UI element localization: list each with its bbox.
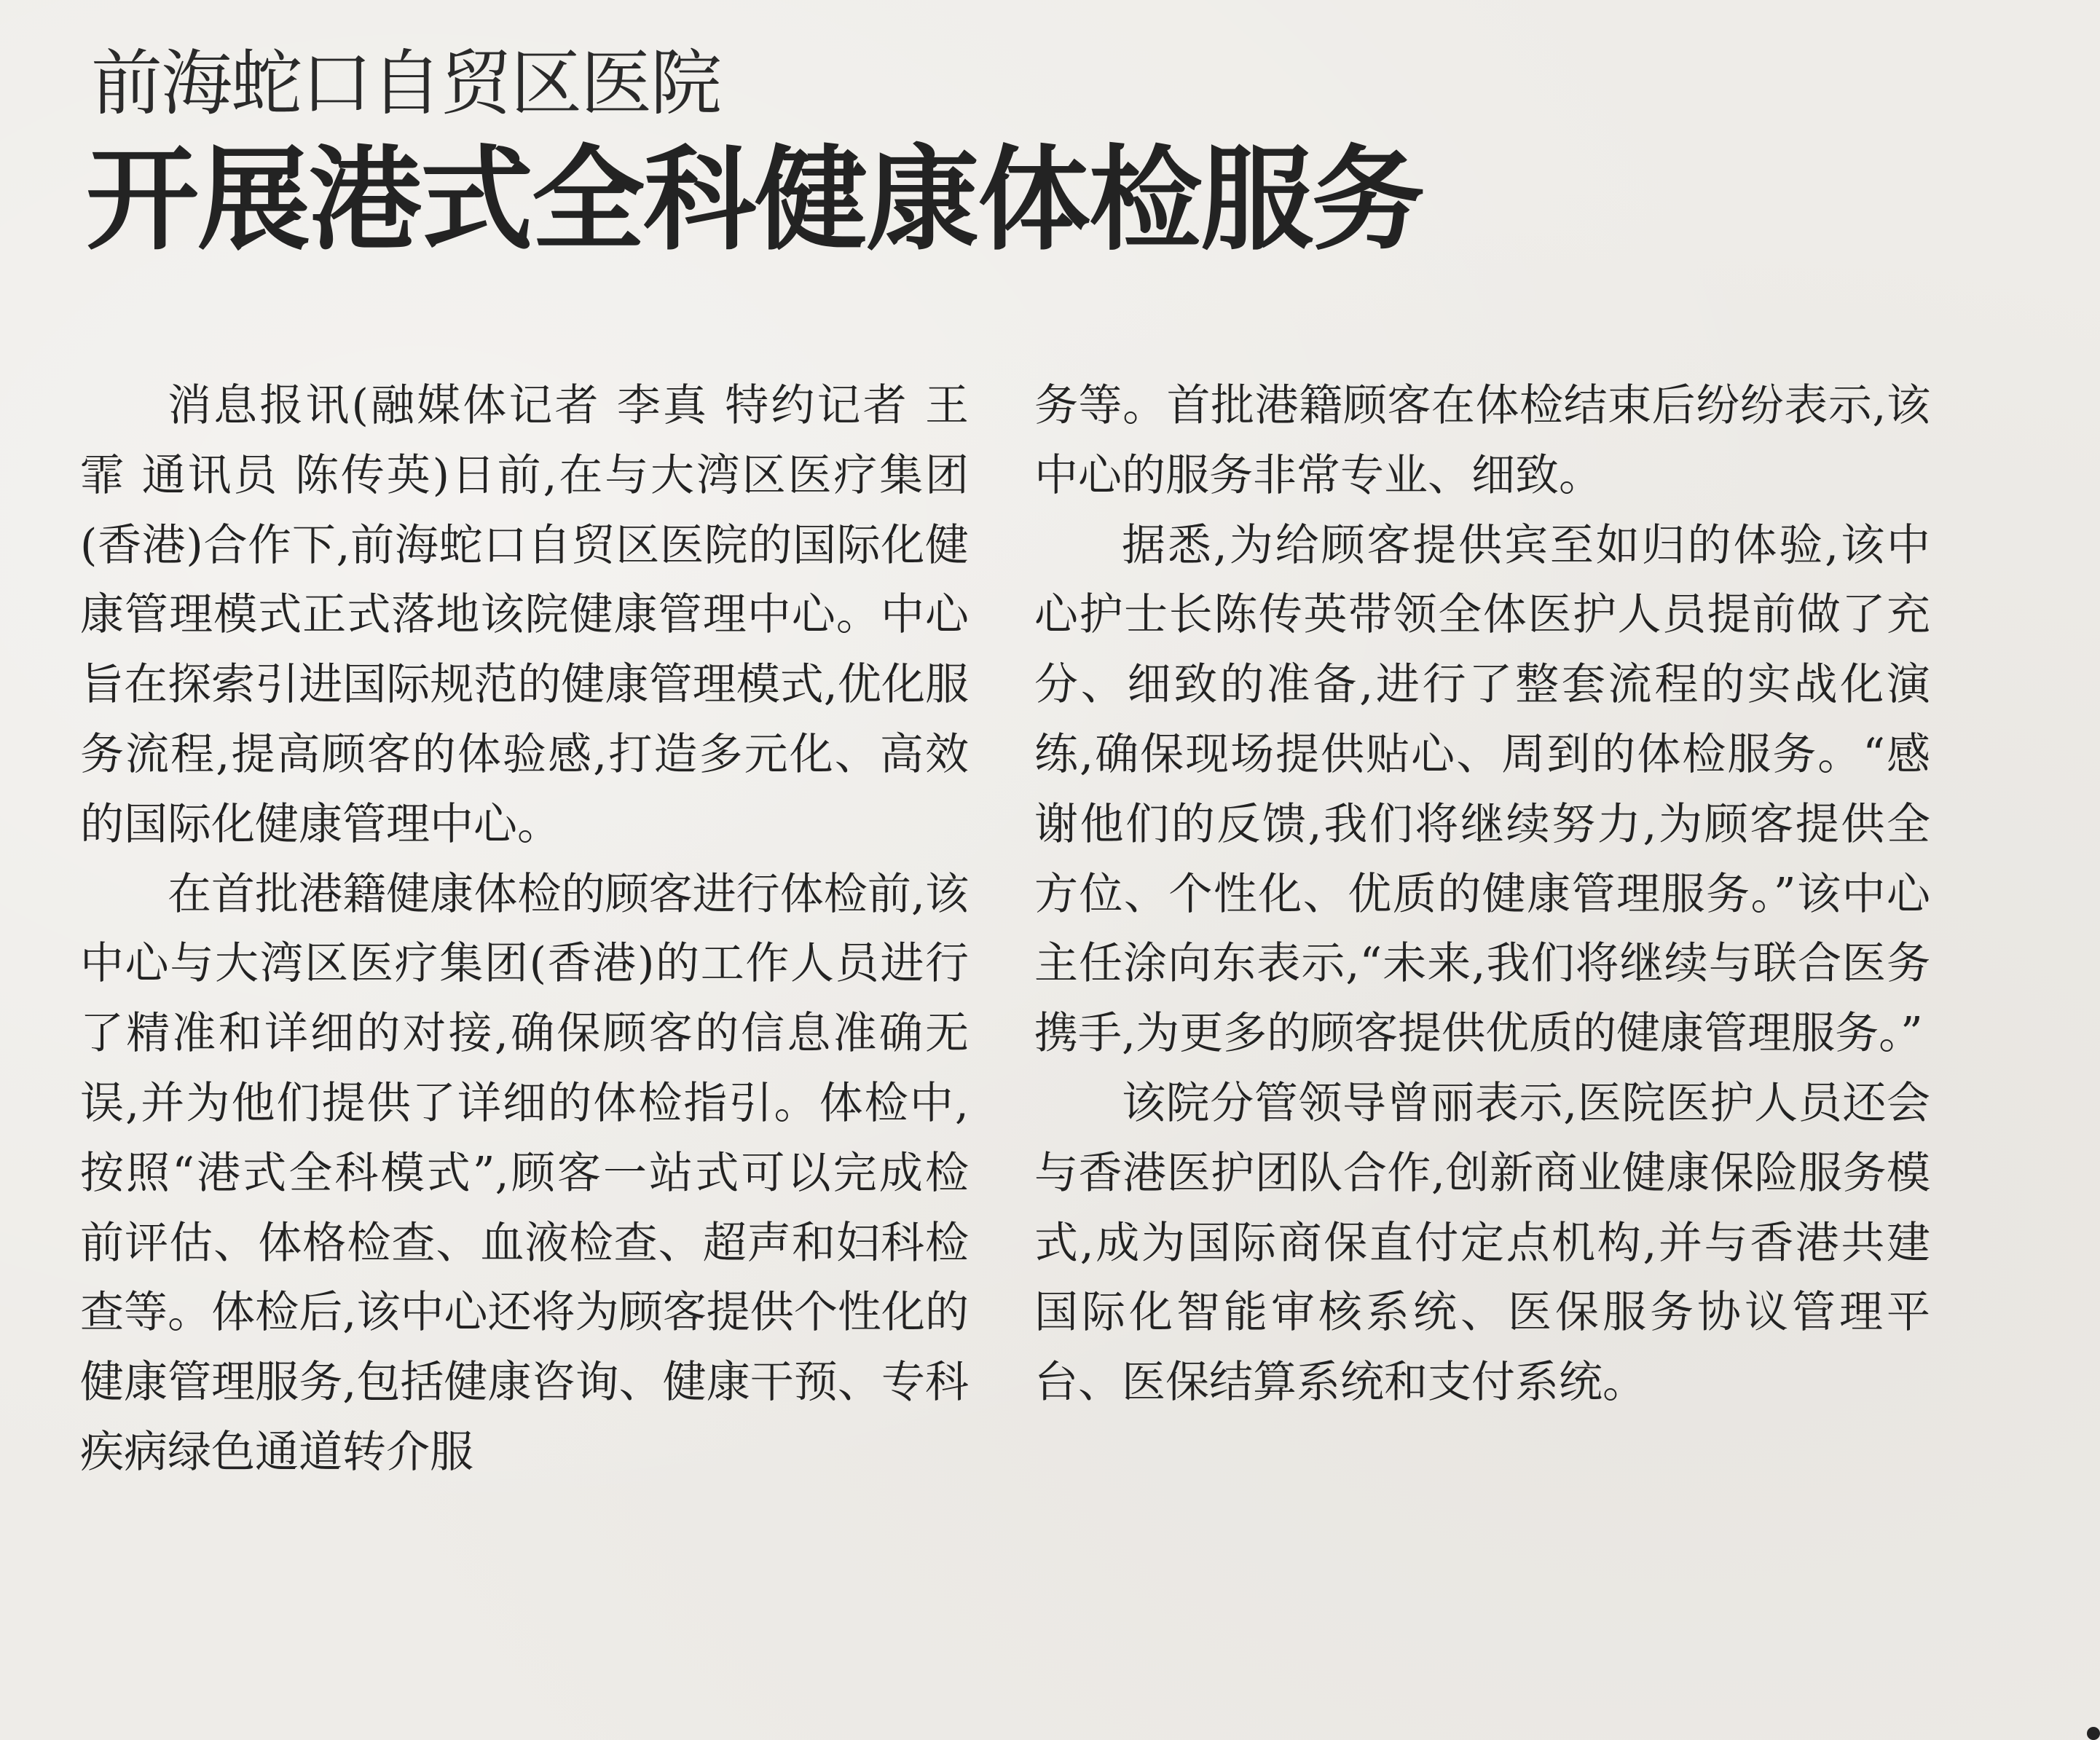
article-headline: 开展港式全科健康体检服务 [86,134,1423,266]
corner-dot [2087,1727,2100,1740]
article-paragraph: 该院分管领导曾丽表示,医院医护人员还会与香港医护团队合作,创新商业健康保险服务模式,成为国际商保直付定点机构,并与香港共建国际化智能审核系统、医保服务协议管理平台、医保结算系统和支付系统。 [1034,1077,1930,1409]
article-paragraph: 据悉,为给顾客提供宾至如归的体验,该中心护士长陈传英带领全体医护人员提前做了充分、细致的准备,进行了整套流程的实战化演练,确保现场提供贴心、周到的体检服务。“感谢他们的反馈,我们将继续努力,为顾客提供全方位、个性化、优质的健康管理服务。”该中心主任涂向东表示,“未来,我们将继续与联合医务携手,为更多的顾客提供优质的健康管理服务。” [1034,519,1930,1060]
article-paragraph-continued: 务等。首批港籍顾客在体检结束后纷纷表示,该中心的服务非常专业、细致。 [1034,380,1930,501]
article-paragraph: 消息报讯(融媒体记者 李真 特约记者 王霏 通讯员 陈传英)日前,在与大湾区医疗集团(香港)合作下,前海蛇口自贸区医院的国际化健康管理模式正式落地该院健康管理中心。中心旨在探索引进国际规范的健康管理模式,优化服务流程,提高顾客的体验感,打造多元化、高效的国际化健康管理中心。 [80,380,969,850]
article-paragraph: 在首批港籍健康体检的顾客进行体检前,该中心与大湾区医疗集团(香港)的工作人员进行了精准和详细的对接,确保顾客的信息准确无误,并为他们提供了详细的体检指引。体检中,按照“港式全科模式”,顾客一站式可以完成检前评估、体格检查、血液检查、超声和妇科检查等。体检后,该中心还将为顾客提供个性化的健康管理服务,包括健康咨询、健康干预、专科疾病绿色通道转介服 [80,868,969,1478]
article-column-left [80,371,969,1488]
article-column-right [1034,371,1930,1418]
article-kicker: 前海蛇口自贸区医院 [91,42,721,125]
